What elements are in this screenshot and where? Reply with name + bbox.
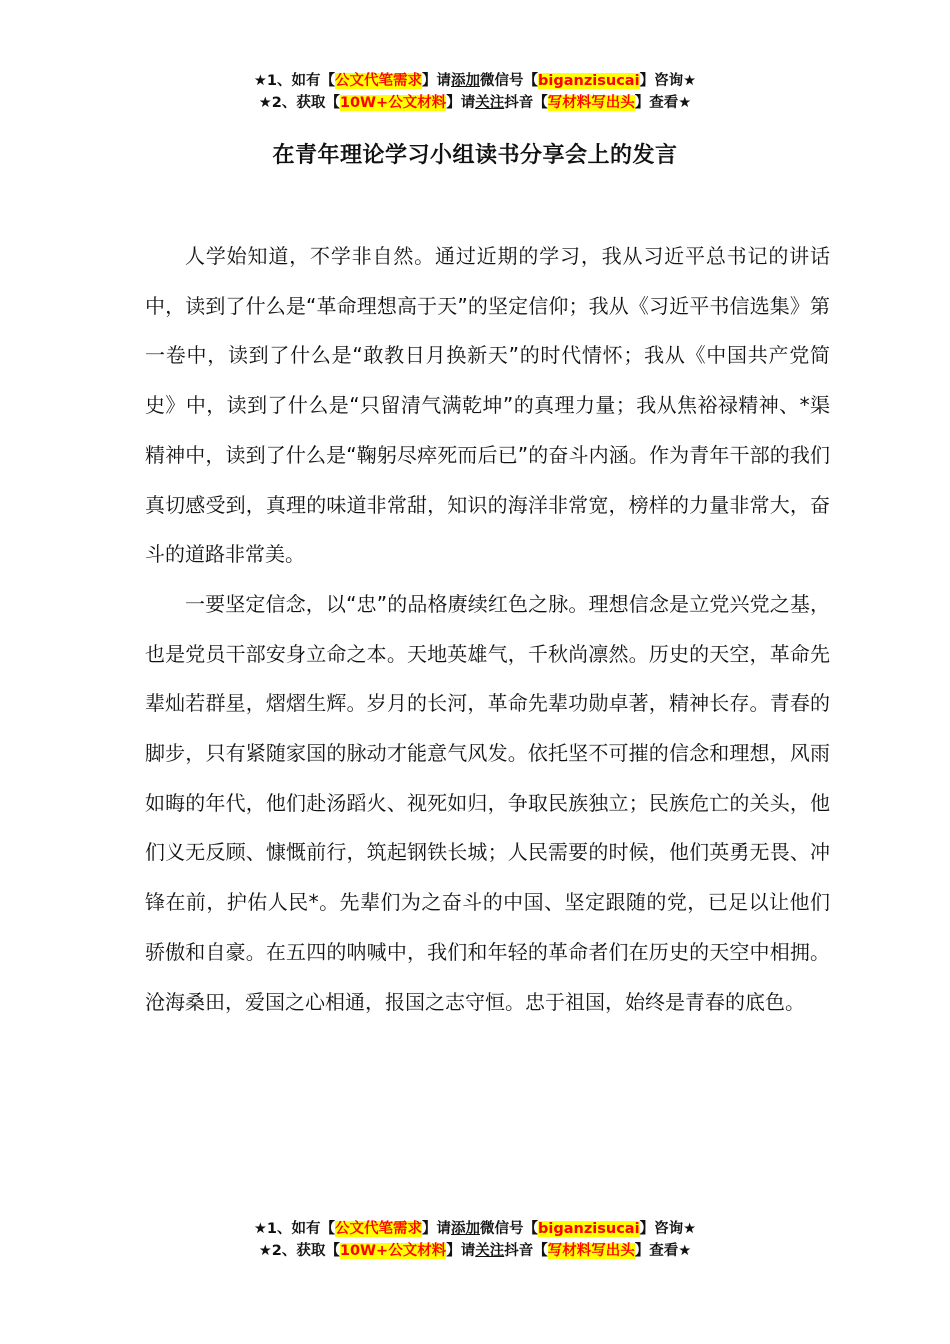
banner-text: ★2、获取【 xyxy=(258,1243,340,1259)
banner-text: 抖音【 xyxy=(504,95,548,111)
banner-line-2 xyxy=(0,92,950,114)
banner-text: 】请 xyxy=(446,1243,476,1259)
banner-text: 】查看★ xyxy=(634,95,692,111)
banner-underline: 添加 xyxy=(451,1221,481,1237)
banner-highlight: 写材料写出头 xyxy=(547,95,635,111)
banner-text: 】查看★ xyxy=(634,1243,692,1259)
banner-text: ★2、获取【 xyxy=(258,95,340,111)
banner-text: 】请 xyxy=(446,95,476,111)
paragraph: 一要坚定信念，以“忠”的品格赓续红色之脉。理想信念是立党兴党之基，也是党员干部安身立命之本。天地英雄气，千秋尚凛然。历史的天空，革命先辈灿若群星，熠熠生辉。岁月的长河，革命先辈功勋卓著，精神长存。青春的脚步，只有紧随家国的脉动才能意气风发。依托坚不可摧的信念和理想，风雨如晦的年代，他们赴汤蹈火、视死如归，争取民族独立；民族危亡的关头，他们义无反顾、慷慨前行，筑起钢铁长城；人民需要的时候，他们英勇无畏、冲锋在前，护佑人民*。先辈们为之奋斗的中国、坚定跟随的党，已足以让他们骄傲和自豪。在五四的呐喊中，我们和年轻的革命者们在历史的天空中相拥。沧海桑田，爱国之心相通，报国之志守恒。忠于祖国，始终是青春的底色。 xyxy=(145,591,830,1014)
document-body xyxy=(145,232,830,1027)
banner-highlight: 写材料写出头 xyxy=(547,1243,635,1259)
banner-highlight: 公文代笔需求 xyxy=(335,1221,423,1237)
banner-line-1 xyxy=(0,70,950,92)
banner-highlight: 10W+公文材料 xyxy=(339,1243,447,1259)
banner-text: ★1、如有【 xyxy=(253,1221,336,1237)
banner-text: ★1、如有【 xyxy=(253,73,336,89)
banner-line-1 xyxy=(0,1218,950,1240)
banner-underline: 关注 xyxy=(475,95,505,111)
banner-underline: 添加 xyxy=(451,73,481,89)
banner-text: 微信号【 xyxy=(480,73,539,89)
banner-text: 】咨询★ xyxy=(639,73,697,89)
header-banner xyxy=(0,70,950,114)
banner-line-2 xyxy=(0,1240,950,1262)
banner-text: 】咨询★ xyxy=(639,1221,697,1237)
paragraph: 人学始知道，不学非自然。通过近期的学习，我从习近平总书记的讲话中，读到了什么是“革命理想高于天”的坚定信仰；我从《习近平书信选集》第一卷中，读到了什么是“敢教日月换新天”的时代情怀；我从《中国共产党简史》中，读到了什么是“只留清气满乾坤”的真理力量；我从焦裕禄精神、*渠精神中，读到了什么是“鞠躬尽瘁死而后已”的奋斗内涵。作为青年干部的我们真切感受到，真理的味道非常甜，知识的海洋非常宽，榜样的力量非常大，奋斗的道路非常美。 xyxy=(145,244,830,567)
banner-highlight: biganzisucai xyxy=(538,1221,640,1237)
banner-highlight: 公文代笔需求 xyxy=(335,73,423,89)
banner-underline: 关注 xyxy=(475,1243,505,1259)
document-title: 在青年理论学习小组读书分享会上的发言 xyxy=(272,143,678,168)
footer-banner xyxy=(0,1218,950,1262)
banner-highlight: 10W+公文材料 xyxy=(339,95,447,111)
banner-highlight: biganzisucai xyxy=(538,73,640,89)
banner-text: 抖音【 xyxy=(504,1243,548,1259)
banner-text: 】请 xyxy=(422,73,452,89)
banner-text: 】请 xyxy=(422,1221,452,1237)
banner-text: 微信号【 xyxy=(480,1221,539,1237)
